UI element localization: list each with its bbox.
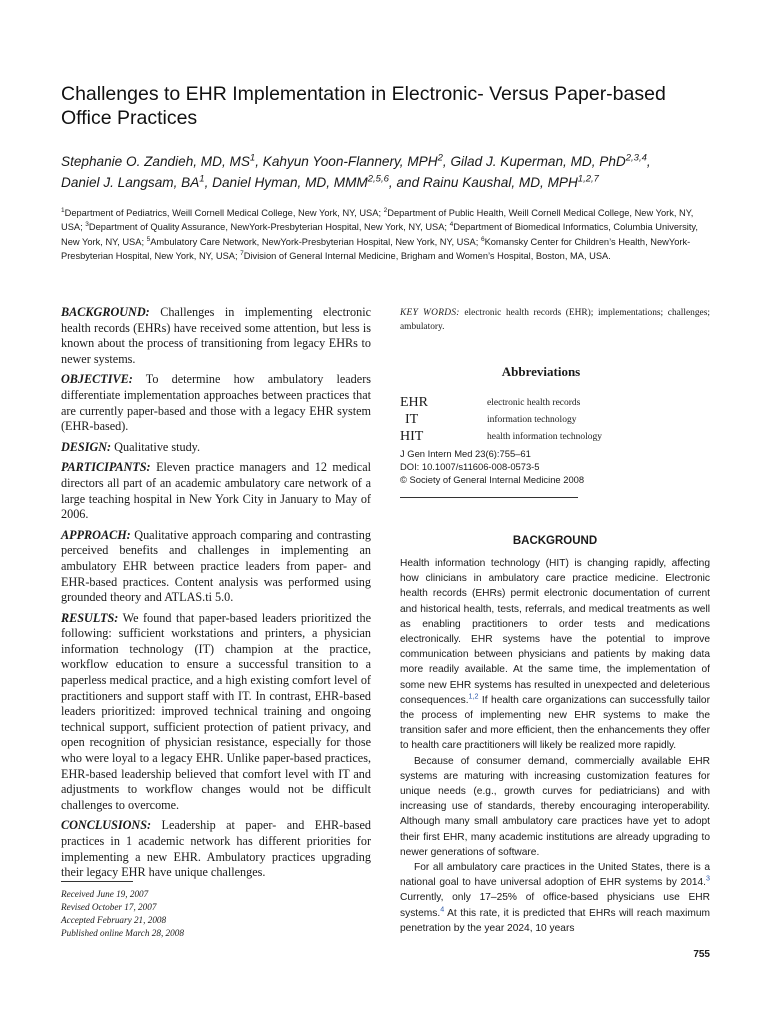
section-text: Qualitative study. [111, 439, 201, 454]
affiliation-text: Division of General Internal Medicine, Brigham and Women’s Hospital, Boston, MA, USA. [243, 251, 611, 262]
author-affiliation-sup: 2,3,4 [625, 152, 647, 164]
section-label: CONCLUSIONS: [61, 818, 152, 833]
abbreviation-definition: information technology [487, 415, 577, 425]
article-title: Challenges to EHR Implementation in Electronic- Versus Paper-based Office Practices [61, 83, 666, 129]
divider [61, 881, 133, 882]
section-label: PARTICIPANTS: [61, 460, 151, 475]
paragraph: Because of consumer demand, commercially available EHR systems are maturing with increasing customization features for unique needs (e.g., growth curves for pediatricians) and with increasing use of standards, thereby encouraging interoperability. Although many small ambulatory care practices have yet to adopt their first EHR, many academic institutions are already upgrading to newer generations of software. [400, 755, 710, 858]
affiliation-text: Komansky Center for Children’s Health, NewYork-Presbyterian Hospital, New York, NY, USA; [61, 236, 691, 262]
section-heading-background: BACKGROUND [512, 535, 598, 547]
author-separator: , [255, 154, 263, 169]
abstract-results [61, 611, 371, 814]
section-text: Qualitative approach comparing and contrasting perceived benefits and challenges in implementing an ambulatory EHR between practice leaders from paper- and EHR-based practices. Content analysis was performed using grounded theory and ATLAS.ti 5.0. [61, 527, 371, 605]
abbreviation-row [400, 411, 710, 428]
affiliation-text: Department of Pediatrics, Weill Cornell Medical College, New York, NY, USA; [64, 208, 384, 218]
affiliation-number: 2 [383, 206, 388, 214]
keywords-label: KEY WORDS: [400, 308, 460, 318]
author-name: Gilad J. Kuperman, MD, PhD [450, 154, 626, 169]
abbreviation-definition: electronic health records [487, 398, 581, 408]
abbreviation-code: EHR [400, 395, 428, 410]
author-separator: , and [388, 175, 423, 190]
section-label: DESIGN: [61, 439, 112, 454]
keywords-text: electronic health records (EHR); implementations; challenges; ambulatory. [400, 308, 710, 332]
affiliation-text: Department of Public Health, Weill Cornell Medical College, New York, NY, USA; [61, 208, 694, 233]
section-text: Leadership at paper- and EHR-based practices in 1 academic network has different priorities for implementing a new EHR. Ambulatory practices upgrading their legacy EHR have unique challenges. [61, 818, 371, 880]
author-affiliation-sup: 1,2,7 [577, 173, 599, 185]
section-text: Challenges in implementing electronic health records (EHRs) have received some attention, but less is known about the process of transitioning from legacy EHRs to newer systems. [61, 305, 371, 366]
paragraph [400, 860, 710, 936]
affiliation-number: 4 [449, 221, 454, 229]
author-affiliation-sup: 2,5,6 [367, 173, 389, 185]
author-affiliation-sup: 1 [199, 173, 205, 185]
affiliation-number: 7 [240, 250, 244, 258]
abstract-approach [61, 528, 371, 606]
affiliation-text: Department of Quality Assurance, NewYork-Presbyterian Hospital, New York, NY, USA; [88, 222, 450, 233]
publication-dates [61, 888, 371, 940]
affiliation-text: Ambulatory Care Network, NewYork-Presbyterian Hospital, New York, NY, USA; [150, 236, 481, 247]
author-name: Stephanie O. Zandieh, MD, MS [61, 154, 250, 169]
section-text: Eleven practice managers and 12 medical directors all part of an academic ambulatory care network of a large teaching hospital in New York City in January to May of 2006. [61, 460, 371, 522]
author-name: Kahyun Yoon-Flannery, MPH [262, 154, 438, 169]
paragraph-text: Health information technology (HIT) is changing rapidly, affecting how clinicians in ambulatory care practice medicine. Electronic health records (EHRs) permit electronic documentation of current and historical health, tests, referrals, and medical treatments as well as enabling practitioners to order tests and medications electronically. EHR systems have the potential to improve communication between physicians and patients by making data more readily available. At the same time, the implementation of some new EHR systems has resulted in unexpected and deleterious consequences. [400, 558, 710, 706]
paragraph [400, 556, 710, 754]
author-name: Rainu Kaushal, MD, MPH [422, 175, 578, 190]
affiliation-number: 1 [61, 206, 65, 214]
abbreviation-code: IT [405, 412, 419, 427]
section-text: We found that paper-based leaders prioritized the following: sufficient workstations and printers, a physician information technology (IT) champion at the practice, workflow education to ensure a successful transition to a paperless medical practice, and a high existing comfort level of practitioners and support staff with IT. In contrast, EHR-based leaders prioritized: improved technical training and ongoing technical support, sufficient protection of patient privacy, and open recognition of physician resistance, especially for those who were loyal to a legacy EHR. Unlike paper-based practices, EHR-based leadership believed that comfort level with IT and adjustments to workflow changes would not be difficult challenges to overcome. [61, 610, 371, 812]
section-label: BACKGROUND: [61, 305, 150, 319]
journal-reference: J Gen Intern Med 23(6):755–61 [400, 448, 531, 459]
affiliation-number: 3 [85, 221, 89, 229]
affiliation-text: Department of Biomedical Informatics, Columbia University, New York, NY, USA; [61, 222, 698, 247]
copyright: © Society of General Internal Medicine 2008 [400, 474, 585, 485]
abstract-participants [61, 460, 371, 522]
abstract-objective [61, 372, 371, 434]
divider [400, 497, 578, 498]
author-separator: , [204, 175, 213, 190]
doi: DOI: 10.1007/s11606-008-0573-5 [400, 461, 540, 472]
section-label: APPROACH: [61, 527, 131, 542]
affiliation-number: 6 [480, 235, 485, 243]
paragraph-text: If health care organizations can successfully tailor the process of implementing new EHR systems to make the transition safer and more efficient, then the enhancements they offer to health care practitioners will likely be realized more rapidly. [400, 694, 710, 752]
accepted-date: Accepted February 21, 2008 [61, 915, 167, 925]
citation-link[interactable]: 1,2 [468, 692, 479, 701]
author-affiliation-sup: 2 [437, 152, 443, 164]
section-label: OBJECTIVE: [61, 372, 133, 387]
affiliation-number: 5 [146, 235, 151, 243]
affiliations [61, 206, 716, 264]
citation-link[interactable]: 3 [706, 874, 710, 883]
revised-date: Revised October 17, 2007 [61, 902, 157, 912]
abbreviation-code: HIT [400, 429, 424, 444]
author-separator: , [646, 154, 651, 169]
abbreviations-heading: Abbreviations [501, 364, 581, 379]
paragraph-text: For all ambulatory care practices in the United States, there is a national goal to have universal adoption of EHR systems by 2014. [400, 862, 710, 889]
body-text [400, 556, 710, 936]
abstract [61, 305, 371, 886]
abbreviation-row [400, 428, 710, 445]
keywords [400, 307, 710, 334]
author-separator: , [442, 154, 451, 169]
abbreviation-row [400, 394, 710, 411]
abbreviation-definition: health information technology [487, 432, 603, 442]
section-label: RESULTS: [61, 610, 119, 625]
paragraph-text: Currently, only 17–25% of office-based physicians use EHR systems. [400, 892, 710, 919]
author-name: Daniel Hyman, MD, MMM [212, 175, 368, 190]
author-list [61, 151, 721, 193]
paragraph-text: At this rate, it is predicted that EHRs will reach maximum penetration by the year 2024, 10 years [400, 907, 710, 934]
abbreviations-table [400, 394, 710, 445]
journal-citation [400, 447, 700, 486]
page-number: 755 [693, 949, 710, 960]
abstract-conclusions [61, 818, 371, 880]
author-affiliation-sup: 1 [249, 152, 256, 164]
citation-link[interactable]: 4 [440, 905, 445, 914]
abstract-background [61, 305, 371, 367]
published-date: Published online March 28, 2008 [61, 928, 184, 938]
abstract-design [61, 440, 371, 456]
section-text: To determine how ambulatory leaders differentiate implementation approaches between practices that are currently paper-based and those with a legacy EHR system (EHR-based). [61, 372, 371, 434]
author-name: Daniel J. Langsam, BA [61, 175, 200, 190]
received-date: Received June 19, 2007 [61, 889, 149, 899]
